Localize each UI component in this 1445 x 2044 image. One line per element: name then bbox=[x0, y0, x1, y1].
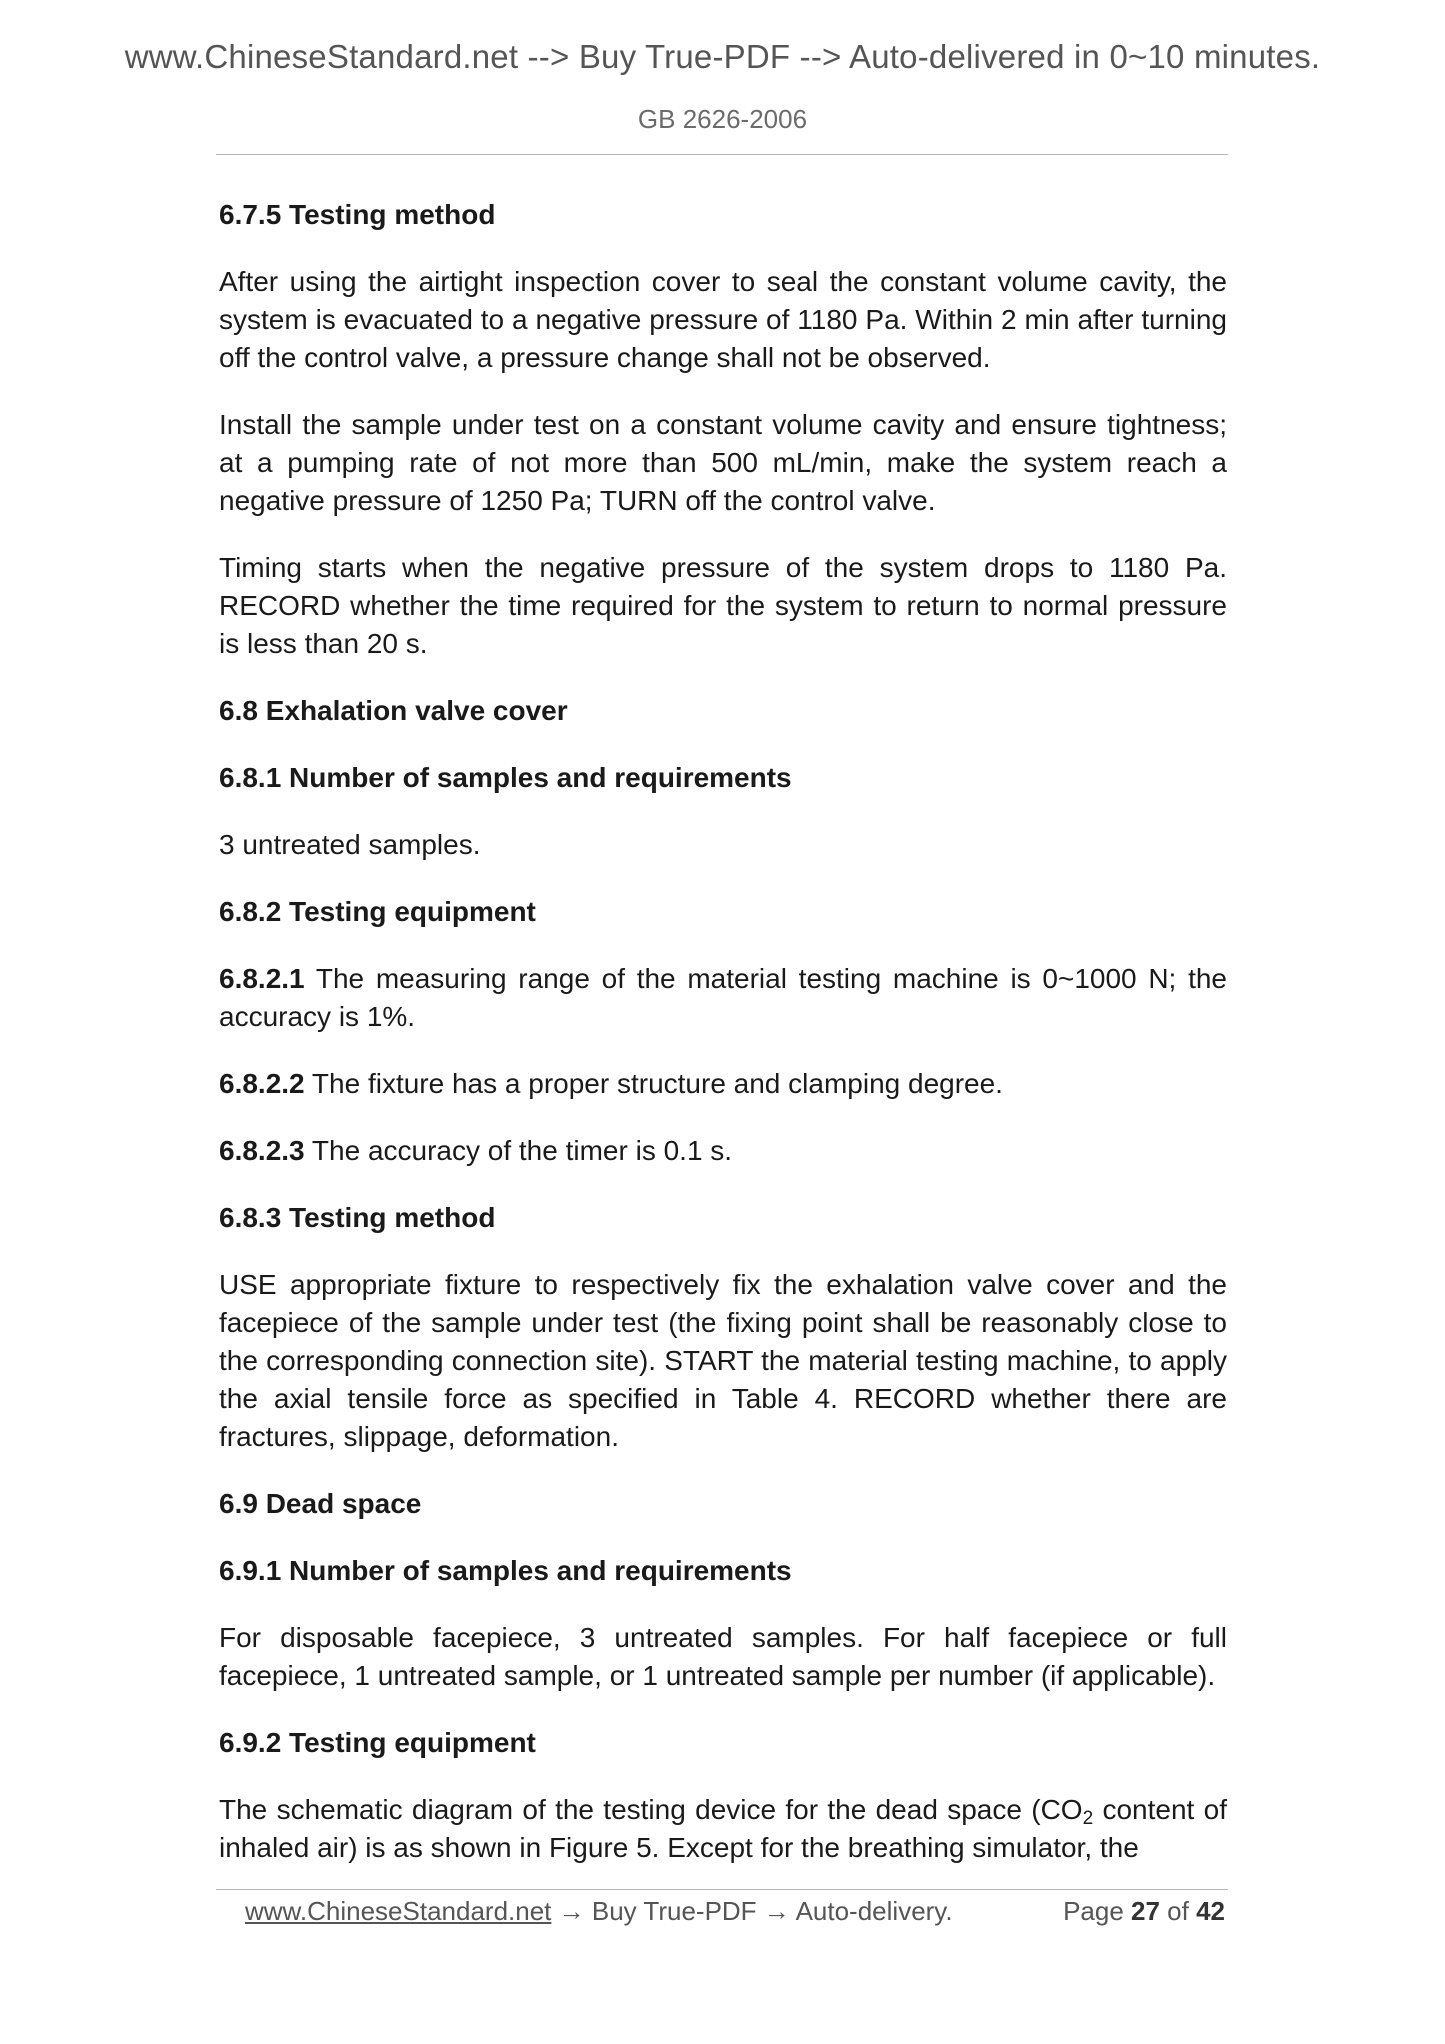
paragraph: After using the airtight inspection cover to seal the constant volume cavity, the system is evacuated to a negative pressure of 1180 Pa. Within 2 min after turning off the control valve, a pressure change shall not be observed. bbox=[219, 266, 1227, 373]
subscript: 2 bbox=[1082, 1808, 1094, 1829]
section-heading-6-9: 6.9 Dead space bbox=[219, 1488, 422, 1519]
clause-text: The fixture has a proper structure and clamping degree. bbox=[304, 1068, 1003, 1099]
paragraph: Install the sample under test on a constant volume cavity and ensure tightness; at a pumping rate of not more than 500 mL/min, make the system reach a negative pressure of 1250 Pa; TURN off the control valve. bbox=[219, 409, 1227, 516]
page-label: Page bbox=[1063, 1896, 1132, 1926]
footer-tagline: → Buy True-PDF → Auto-delivery. bbox=[551, 1896, 953, 1926]
text-run: content of inhaled air) is as shown in Figure 5. Except for the breathing simulator, the bbox=[219, 1794, 1227, 1863]
section-heading-6-9-1: 6.9.1 Number of samples and requirements bbox=[219, 1555, 792, 1586]
section-heading-6-8: 6.8 Exhalation valve cover bbox=[219, 695, 568, 726]
clause-6-8-2-3 bbox=[219, 1132, 1227, 1170]
page-footer bbox=[245, 1896, 1225, 1927]
text-run: The schematic diagram of the testing device for the dead space (CO bbox=[219, 1794, 1083, 1825]
footer-site-link[interactable]: www.ChineseStandard.net bbox=[245, 1896, 552, 1926]
header-divider bbox=[216, 154, 1228, 155]
clause-6-8-2-1 bbox=[219, 960, 1227, 1036]
section-heading-6-7-5: 6.7.5 Testing method bbox=[219, 199, 496, 230]
total-pages: 42 bbox=[1196, 1896, 1225, 1926]
clause-6-8-2-2 bbox=[219, 1065, 1227, 1103]
paragraph: For disposable facepiece, 3 untreated samples. For half facepiece or full facepiece, 1 untreated sample, or 1 untreated sample per number (if applicable). bbox=[219, 1622, 1227, 1691]
standard-code: GB 2626-2006 bbox=[637, 104, 808, 134]
section-heading-6-8-3: 6.8.3 Testing method bbox=[219, 1202, 496, 1233]
paragraph: USE appropriate fixture to respectively fix the exhalation valve cover and the facepiece of the sample under test (the fixing point shall be reasonably close to the corresponding connection site). START the material testing machine, to apply the axial tensile force as specified in Table 4. RECORD whether there are fractures, slippage, deformation. bbox=[219, 1269, 1227, 1452]
section-heading-6-8-1: 6.8.1 Number of samples and requirements bbox=[219, 762, 792, 793]
clause-text: The accuracy of the timer is 0.1 s. bbox=[304, 1135, 733, 1166]
section-heading-6-8-2: 6.8.2 Testing equipment bbox=[219, 896, 536, 927]
source-banner: www.ChineseStandard.net --> Buy True-PDF --> Auto-delivered in 0~10 minutes. bbox=[124, 38, 1321, 75]
paragraph: Timing starts when the negative pressure of the system drops to 1180 Pa. RECORD whether the time required for the system to return to normal pressure is less than 20 s. bbox=[219, 552, 1227, 659]
clause-text: The measuring range of the material testing machine is 0~1000 N; the accuracy is 1%. bbox=[219, 963, 1227, 1032]
of-label: of bbox=[1159, 1896, 1197, 1926]
clause-number: 6.8.2.1 bbox=[219, 963, 305, 994]
paragraph: 3 untreated samples. bbox=[219, 829, 481, 860]
current-page: 27 bbox=[1131, 1896, 1160, 1926]
clause-number: 6.8.2.3 bbox=[219, 1135, 305, 1166]
paragraph bbox=[219, 1791, 1227, 1867]
section-heading-6-9-2: 6.9.2 Testing equipment bbox=[219, 1727, 536, 1758]
clause-number: 6.8.2.2 bbox=[219, 1068, 305, 1099]
document-body bbox=[219, 196, 1227, 1896]
footer-divider bbox=[216, 1889, 1228, 1890]
page-number bbox=[1063, 1896, 1225, 1927]
